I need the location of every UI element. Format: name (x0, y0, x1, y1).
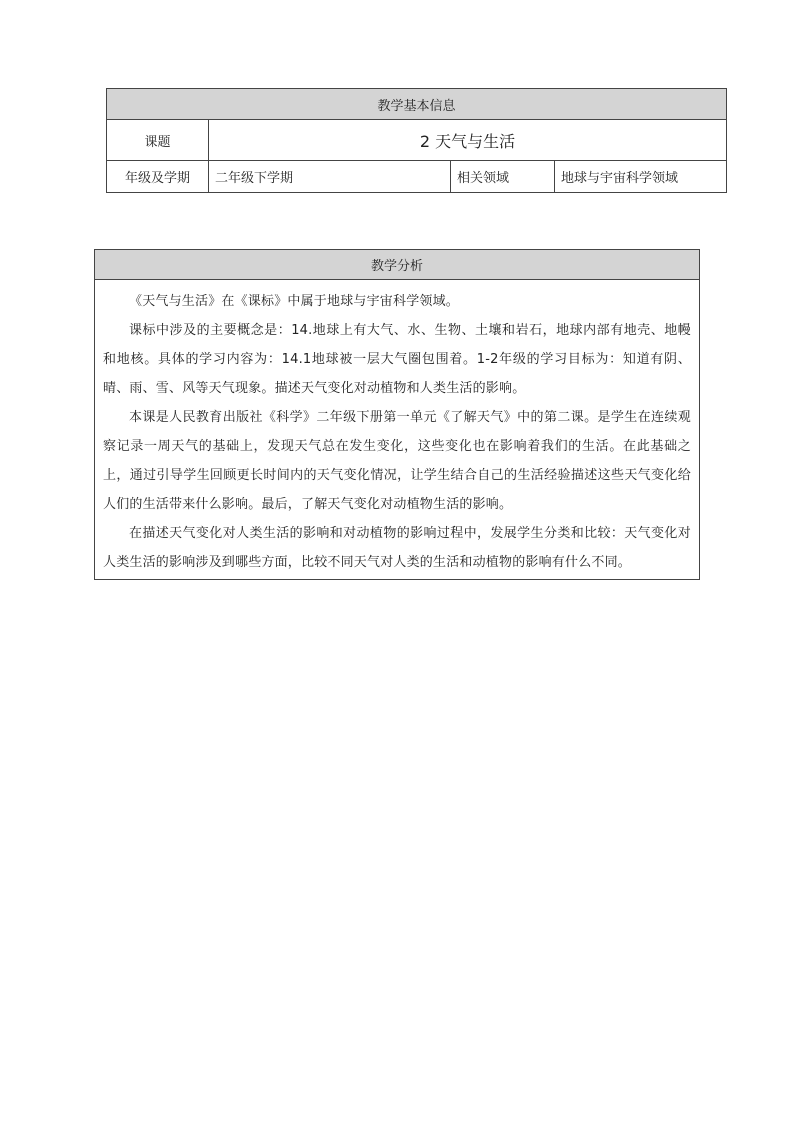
analysis-paragraph: 《天气与生活》在《课标》中属于地球与宇宙科学领域。 (129, 294, 460, 309)
field-value: 地球与宇宙科学领域 (555, 161, 727, 193)
grade-value: 二年级下学期 (209, 161, 451, 193)
topic-value: 2 天气与生活 (209, 120, 727, 161)
teaching-analysis-header: 教学分析 (95, 250, 700, 280)
analysis-paragraph: 课标中涉及的主要概念是：14.地球上有大气、水、生物、土壤和岩石，地球内部有地壳、地幔和地核。具体的学习内容为：14.1地球被一层大气圈包围着。1-2年级的学习目标为：知道有阴、晴、雨、雪、风等天气现象。描述天气变化对动植物和人类生活的影响。 (103, 323, 691, 396)
analysis-paragraph: 本课是人民教育出版社《科学》二年级下册第一单元《了解天气》中的第二课。是学生在连续观察记录一周天气的基础上，发现天气总在发生变化，这些变化也在影响着我们的生活。在此基础之上，通过引导学生回顾更长时间内的天气变化情况，让学生结合自己的生活经验描述这些天气变化给人们的生活带来什么影响。最后，了解天气变化对动植物生活的影响。 (103, 410, 691, 512)
grade-label: 年级及学期 (107, 161, 209, 193)
basic-info-table (106, 88, 727, 193)
basic-info-header: 教学基本信息 (107, 89, 727, 120)
topic-label: 课题 (107, 120, 209, 161)
field-label: 相关领域 (451, 161, 555, 193)
analysis-paragraph: 在描述天气变化对人类生活的影响和对动植物的影响过程中，发展学生分类和比较：天气变化对人类生活的影响涉及到哪些方面，比较不同天气对人类的生活和动植物的影响有什么不同。 (103, 526, 691, 570)
teaching-analysis-body (95, 280, 700, 580)
teaching-analysis-table (94, 249, 700, 580)
